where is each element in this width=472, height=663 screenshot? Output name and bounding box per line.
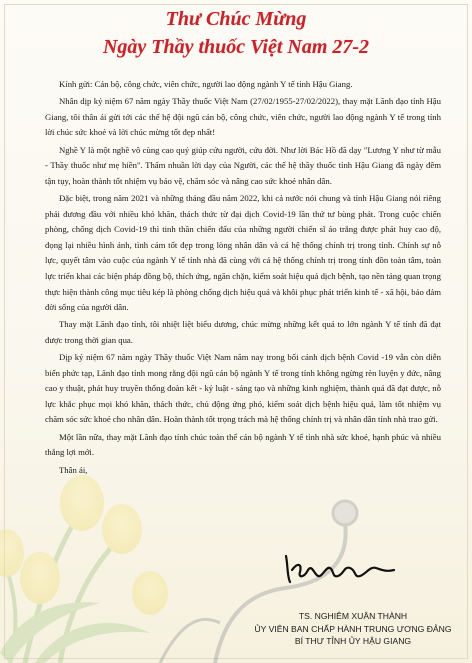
handwritten-signature bbox=[278, 548, 398, 590]
tulip-icon bbox=[0, 475, 168, 663]
signer-name: TS. NGHIÊM XUÂN THÀNH bbox=[298, 611, 408, 621]
paragraph: Nhân dịp kỷ niệm 67 năm ngày Thầy thuốc Việt Nam (27/02/1955-27/02/2022), thay mặt Lãnh đạo tỉnh Hậu Giang, tôi thân ái gửi tới các thế hệ đội ngũ cán bộ, công chức, viên chức, người lao động ngành Y tế trong tỉnh lời chúc sức khoẻ và lời chúc mừng tốt đẹp nhất! bbox=[45, 96, 441, 138]
letter-body bbox=[45, 77, 441, 480]
signer-info bbox=[238, 610, 468, 648]
signer-position: ỦY VIÊN BAN CHẤP HÀNH TRUNG ƯƠNG ĐẢNG bbox=[254, 623, 452, 634]
paragraph: Một lần nữa, thay mặt Lãnh đạo tỉnh chúc toàn thể cán bộ ngành Y tế tỉnh nhà sức khoẻ, hạnh phúc và nhiều thắng lợi mới. bbox=[45, 431, 441, 458]
paragraph: Thay mặt Lãnh đạo tỉnh, tôi nhiệt liệt biểu dương, chúc mừng những kết quả to lớn ngành Y tế tỉnh đã đạt được trong thời gian qua. bbox=[45, 319, 441, 345]
paragraph: Đặc biệt, trong năm 2021 và những tháng đầu năm 2022, khi cả nước nói chung và tỉnh Hậu Giang nói riêng phải đương đầu với nhiều khó khăn, thách thức từ đại dịch Covid-19 lần thứ tư bùng phát. Trong cuộc chiến phòng, chống dịch Covid-19 thì tinh thần chiến đấu của những người chiến sĩ áo trắng được phát huy cao độ, đọng lại nhiều hình ảnh, tình cảm tốt đẹp trong lòng nhân dân và cả hệ thống chính trị trong tỉnh. Chính sự nỗ lực, quyết tâm vào cuộc của ngành Y tế tỉnh nhà đã cùng với cả hệ thống chính trị trong tỉnh đồn toàn tâm, toàn lực triển khai các biện pháp đồng bộ, thích ứng, ngăn chặn, kiểm soát hiệu quả dịch bệnh, tạo nền tảng quan trọng thực hiện thành công mục tiêu kép là phòng chống dịch hiệu quả và khôi phục phát triển kinh tế - xã hội, bảo đảm đời sống của người dân. bbox=[45, 193, 441, 313]
salutation: Kính gửi: Cán bộ, công chức, viên chức, người lao động ngành Y tế tỉnh Hậu Giang. bbox=[59, 79, 353, 89]
signer-position: BÍ THƯ TỈNH ỦY HẬU GIANG bbox=[294, 636, 412, 647]
letter-title: Thư Chúc Mừng bbox=[165, 8, 307, 30]
letter-subtitle: Ngày Thầy thuốc Việt Nam 27-2 bbox=[102, 36, 370, 58]
closing: Thân ái, bbox=[59, 464, 88, 475]
signature-block bbox=[238, 548, 468, 658]
paragraph: Dịp kỷ niệm 67 năm ngày Thầy thuốc Việt Nam năm nay trong bối cảnh dịch bệnh Covid -19 vẫn còn diễn biến phức tạp, Lãnh đạo tỉnh mong rằng đội ngũ cán bộ ngành Y tế trong tỉnh không ngừng rèn luyện y đức, nâng cao y thuật, phát huy truyền thống đoàn kết - kỷ luật - sáng tạo và những kinh nghiệm, thành quả đã đạt được, nỗ lực khắc phục mọi khó khăn, thách thức, chủ động ứng phó, kiểm soát dịch bệnh hiệu quả, làm tốt nhiệm vụ chăm sóc sức khoẻ cho nhân dân. Hoàn thành tốt trọng trách mà hệ thống chính trị và nhân dân tỉnh nhà trao gửi. bbox=[45, 352, 441, 425]
paragraph: Nghề Y là một nghề vô cùng cao quý giúp cứu người, cứu đời. Như lời Bác Hồ đã dạy "Lương Y như từ mẫu - Thầy thuốc như mẹ hiền". Thấm nhuần lời dạy của Người, các thế hệ thầy thuốc tỉnh Hậu Giang đã ngày đêm tận tụy, hoàn thành tốt nhiệm vụ bảo vệ, chăm sóc và nâng cao sức khoẻ nhân dân. bbox=[45, 144, 441, 186]
